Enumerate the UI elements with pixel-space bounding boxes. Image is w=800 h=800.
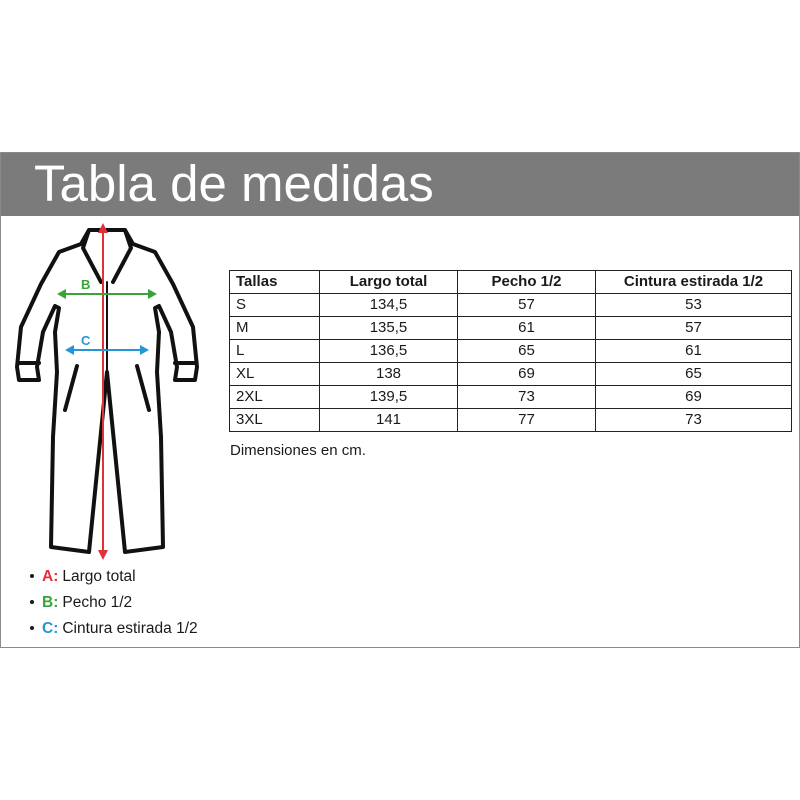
table-cell: 69 [596, 386, 792, 409]
table-cell: 135,5 [320, 317, 458, 340]
measure-c-label: C [81, 333, 91, 348]
table-cell: 57 [596, 317, 792, 340]
legend-text: Pecho 1/2 [62, 594, 133, 611]
coverall-icon [7, 222, 207, 560]
table-cell: L [230, 340, 320, 363]
size-table [229, 270, 792, 432]
column-header-pecho: Pecho 1/2 [458, 271, 596, 294]
table-cell: 53 [596, 294, 792, 317]
right-pocket [137, 366, 149, 410]
column-header-largo-total: Largo total [320, 271, 458, 294]
table-cell: 65 [458, 340, 596, 363]
measure-b-label: B [81, 277, 91, 292]
table-header-row [230, 271, 792, 294]
table-row [230, 409, 792, 432]
right-collar [113, 230, 131, 282]
table-cell: 69 [458, 363, 596, 386]
legend-item-a [30, 567, 198, 593]
table-cell: 141 [320, 409, 458, 432]
table-cell: 73 [458, 386, 596, 409]
bullet-icon [30, 574, 34, 578]
units-note: Dimensiones en cm. [230, 442, 366, 459]
table-cell: 139,5 [320, 386, 458, 409]
table-cell: 136,5 [320, 340, 458, 363]
table-cell: 138 [320, 363, 458, 386]
table-cell: 3XL [230, 409, 320, 432]
legend-text: Cintura estirada 1/2 [62, 620, 198, 637]
left-pocket [65, 366, 77, 410]
table-cell: 2XL [230, 386, 320, 409]
legend-text: Largo total [62, 568, 136, 585]
table-cell: M [230, 317, 320, 340]
table-cell: 57 [458, 294, 596, 317]
column-header-tallas: Tallas [230, 271, 320, 294]
table-cell: 73 [596, 409, 792, 432]
legend-letter: B: [42, 594, 59, 611]
table-cell: 134,5 [320, 294, 458, 317]
table-cell: XL [230, 363, 320, 386]
table-cell: 61 [458, 317, 596, 340]
measure-legend [30, 567, 198, 645]
bullet-icon [30, 600, 34, 604]
page-title: Tabla de medidas [34, 155, 434, 212]
table-body [230, 294, 792, 432]
title-banner [1, 153, 799, 216]
legend-letter: C: [42, 620, 59, 637]
table-row [230, 340, 792, 363]
legend-item-b [30, 593, 198, 619]
table-cell: 77 [458, 409, 596, 432]
table-cell: 61 [596, 340, 792, 363]
legend-item-c [30, 619, 198, 645]
table-row [230, 363, 792, 386]
table-cell: 65 [596, 363, 792, 386]
bullet-icon [30, 626, 34, 630]
legend-letter: A: [42, 568, 59, 585]
size-chart-card [0, 152, 800, 648]
table-row [230, 386, 792, 409]
table-row [230, 317, 792, 340]
coverall-outline [17, 230, 197, 552]
table-cell: S [230, 294, 320, 317]
table-row [230, 294, 792, 317]
column-header-cintura: Cintura estirada 1/2 [596, 271, 792, 294]
left-collar [83, 230, 101, 282]
